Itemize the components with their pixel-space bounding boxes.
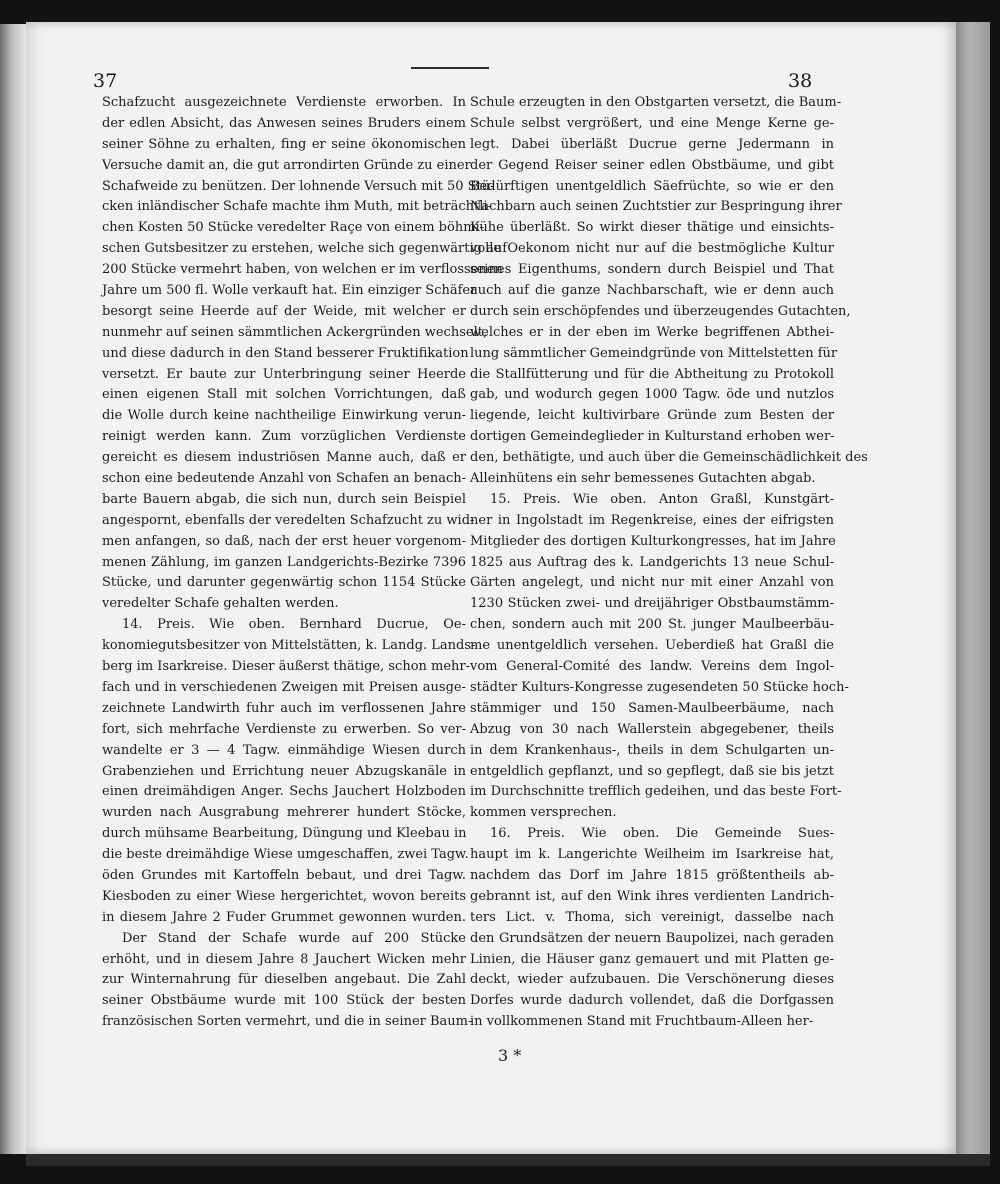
text-line: im Durchschnitte trefflich gedeihen, und das beste Fort- [470,784,842,800]
text-line: legt. Dabei überläßt Ducrue gerne Jedermann in [470,136,834,152]
text-line: vom General-Comité des landw. Vereins dem Ingol- [470,659,834,675]
signature-mark: 3 * [498,1046,522,1065]
page-number-left: 37 [93,70,118,92]
text-line: menen Zählung, im ganzen Landgerichts-Bezirke 7396 [102,554,466,570]
text-line: 14. Preis. Wie oben. Bernhard Ducrue, Oe- [122,617,466,633]
text-line: barte Bauern abgab, die sich nun, durch sein Beispiel [102,491,466,507]
text-line: französischen Sorten vermehrt, und die in seiner Baum- [102,1014,473,1030]
text-line: den Grundsätzen der neuern Baupolizei, nach geraden [470,930,834,946]
left-text-column [102,93,508,1033]
text-line: welches er in der eben im Werke begriffenen Abthei- [470,324,834,340]
text-line: cken inländischer Schafe machte ihm Muth, mit beträchtli- [102,199,492,215]
text-line: liegende, leicht kultivirbare Gründe zum Besten der [470,408,834,424]
text-line: deckt, wieder aufzubauen. Die Verschönerung dieses [470,972,834,988]
text-line: der Gegend Reiser seiner edlen Obstbäume, und gibt [470,157,834,173]
text-line: ters Lict. v. Thoma, sich vereinigt, dasselbe nach [470,909,834,925]
page-number-right: 38 [788,70,813,92]
text-line: konomiegutsbesitzer von Mittelstätten, k. Landg. Lands- [102,638,476,654]
text-line: chen, sondern auch mit 200 St. junger Maulbeerbäu- [470,617,834,633]
text-line: besorgt seine Heerde auf der Weide, mit welcher er [102,303,466,319]
text-line: die Wolle durch keine nachtheilige Einwirkung verun- [102,408,466,424]
right-text-column [470,93,868,1033]
text-line: zeichnete Landwirth fuhr auch im verflossenen Jahre [102,700,466,716]
text-line: Schule selbst vergrößert, und eine Menge Kerne ge- [470,115,834,131]
text-line: die beste dreimähdige Wiese umgeschaffen, zwei Tagw. [102,847,469,863]
text-line: ner in Ingolstadt im Regenkreise, eines der eifrigsten [470,512,834,528]
text-line: 200 Stücke vermehrt haben, von welchen er im verflossenen [102,262,503,278]
text-line: veredelter Schafe gehalten werden. [102,596,339,612]
text-line: Schafweide zu benützen. Der lohnende Versuch mit 50 Stü- [102,178,495,194]
text-line: in vollkommenen Stand mit Fruchtbaum-Alleen her- [470,1014,814,1030]
text-line: lung sämmtlicher Gemeindgründe von Mittelstetten für [470,345,838,361]
text-line: Der Stand der Schafe wurde auf 200 Stücke [122,930,466,946]
text-line: auch auf die ganze Nachbarschaft, wie er denn auch [470,283,834,299]
text-line: gebrannt ist, auf den Wink ihres verdienten Landrich- [470,888,834,904]
text-line: nunmehr auf seinen sämmtlichen Ackergründen wechselt, [102,324,488,340]
text-line: Schafzucht ausgezeichnete Verdienste erworben. In [102,95,466,110]
text-line: entgeldlich gepflanzt, und so gepflegt, daß sie bis jetzt [470,763,834,779]
header-rule [411,67,489,69]
text-line: Abzug von 30 nach Wallerstein abgegebener, theils [470,721,834,737]
text-line: Alleinhütens ein sehr bemessenes Gutachten abgab. [470,471,816,487]
text-line: in dem Krankenhaus-, theils in dem Schulgarten un- [470,742,834,758]
text-line: seines Eigenthums, sondern durch Beispiel und That [470,262,834,278]
text-line: Jahre um 500 fl. Wolle verkauft hat. Ein einziger Schäfer [102,283,477,299]
text-line: me unentgeldlich versehen. Ueberdieß hat Graßl die [470,638,834,654]
text-line: städter Kulturs-Kongresse zugesendeten 50 Stücke hoch- [470,679,849,695]
text-line: 16. Preis. Wie oben. Die Gemeinde Sues- [490,826,834,842]
text-line: einen eigenen Stall mit solchen Vorrichtungen, daß [102,387,466,403]
text-line: Schule erzeugten in den Obstgarten versetzt, die Baum- [470,95,842,110]
text-line: Grabenziehen und Errichtung neuer Abzugskanäle in [102,763,466,779]
text-line: fort, sich mehrfache Verdienste zu erwerben. So ver- [102,721,466,737]
text-line: Dorfes wurde dadurch vollendet, daß die Dorfgassen [470,993,834,1009]
text-line: berg im Isarkreise. Dieser äußerst thätige, schon mehr- [102,659,471,675]
text-line: gereicht es diesem industriösen Manne auch, daß er [102,450,466,466]
text-line: Linien, die Häuser ganz gemauert und mit Platten ge- [470,951,834,967]
text-line: 1230 Stücken zwei- und dreijähriger Obstbaumstämm- [470,596,834,612]
text-line: Nachbarn auch seinen Zuchtstier zur Bespringung ihrer [470,199,842,215]
book-right-edge [956,22,990,1162]
text-line: 15. Preis. Wie oben. Anton Graßl, Kunstgärt- [490,491,834,507]
text-line: gab, und wodurch gegen 1000 Tagw. öde und nutzlos [470,387,834,403]
book-left-edge [0,24,26,1154]
text-line: wandelte er 3 — 4 Tagw. einmähdige Wiesen durch [102,742,466,758]
text-line: volle Oekonom nicht nur auf die bestmögliche Kultur [470,241,834,257]
text-line: durch mühsame Bearbeitung, Düngung und Kleebau in [102,826,467,842]
text-line: angespornt, ebenfalls der veredelten Schafzucht zu wid- [102,512,475,528]
text-line: öden Grundes mit Kartoffeln bebaut, und drei Tagw. [102,867,466,883]
text-line: den, bethätigte, und auch über die Gemeinschädlichkeit des [470,450,868,466]
text-line: schon eine bedeutende Anzahl von Schafen an benach- [102,471,466,487]
text-line: fach und in verschiedenen Zweigen mit Preisen ausge- [102,679,466,695]
text-line: der edlen Absicht, das Anwesen seines Bruders einem [102,115,466,131]
text-line: seiner Obstbäume wurde mit 100 Stück der besten [102,993,466,1009]
text-line: men anfangen, so daß, nach der erst heuer vorgenom- [102,533,466,549]
text-line: reinigt werden kann. Zum vorzüglichen Verdienste [102,429,466,445]
text-line: die Stallfütterung und für die Abtheitung zu Protokoll [470,366,834,382]
text-line: Kiesboden zu einer Wiese hergerichtet, wovon bereits [102,888,466,904]
text-line: Versuche damit an, die gut arrondirten Gründe zu einer [102,157,471,173]
text-line: kommen versprechen. [470,805,617,821]
text-line: stämmiger und 150 Samen-Maulbeerbäume, nach [470,700,834,716]
text-line: seiner Söhne zu erhalten, fing er seine ökonomischen [102,136,466,152]
text-line: erhöht, und in diesem Jahre 8 Jauchert Wicken mehr [102,951,466,967]
text-line: einen dreimähdigen Anger. Sechs Jauchert Holzboden [102,784,466,800]
text-line: und diese dadurch in den Stand besserer Fruktifikation [102,345,469,361]
text-line: schen Gutsbesitzer zu erstehen, welche sich gegenwärtig auf [102,241,508,257]
text-line: durch sein erschöpfendes und überzeugendes Gutachten, [470,303,851,319]
text-line: versetzt. Er baute zur Unterbringung seiner Heerde [102,366,466,382]
text-line: Bedürftigen unentgeldlich Säefrüchte, so wie er den [470,178,834,194]
text-line: Mitglieder des dortigen Kulturkongresses, hat im Jahre [470,533,836,549]
text-line: Gärten angelegt, und nicht nur mit einer Anzahl von [470,575,834,591]
text-line: haupt im k. Langerichte Weilheim im Isarkreise hat, [470,847,834,863]
text-line: in diesem Jahre 2 Fuder Grummet gewonnen wurden. [102,909,466,925]
text-line: nachdem das Dorf im Jahre 1815 größtentheils ab- [470,867,834,883]
text-line: zur Winternahrung für dieselben angebaut. Die Zahl [102,972,466,988]
text-line: chen Kosten 50 Stücke veredelter Raçe von einem böhmi- [102,220,485,236]
text-line: dortigen Gemeindeglieder in Kulturstand erhoben wer- [470,429,835,445]
text-line: wurden nach Ausgrabung mehrerer hundert Stöcke, [102,805,466,821]
text-line: Kühe überläßt. So wirkt dieser thätige und einsichts- [470,220,834,236]
text-line: 1825 aus Auftrag des k. Landgerichts 13 neue Schul- [470,554,834,570]
text-line: Stücke, und darunter gegenwärtig schon 1154 Stücke [102,575,466,591]
book-bottom-edge [26,1154,990,1166]
